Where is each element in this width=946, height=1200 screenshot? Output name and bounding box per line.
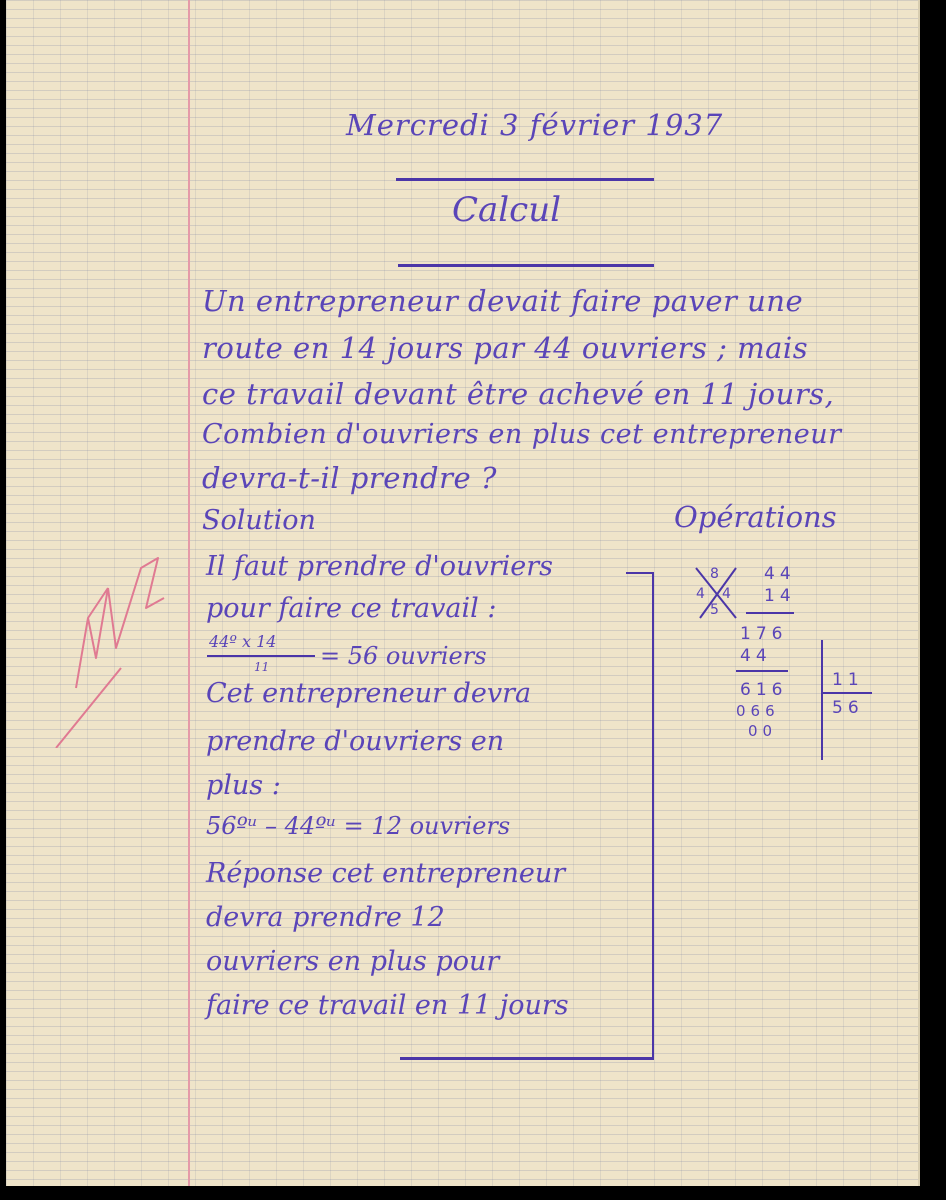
partial-product: 176: [740, 624, 788, 644]
product: 616: [740, 680, 788, 700]
division-bar: [822, 692, 872, 694]
solution-box-right: [652, 572, 654, 1058]
fraction-numerator: 44º x 14: [209, 632, 277, 651]
carry-left: 4: [696, 586, 710, 602]
divisor: 11: [832, 670, 864, 690]
solution-line: plus :: [206, 770, 281, 801]
notebook-page: [6, 0, 920, 1186]
quotient: 56: [832, 698, 864, 718]
solution-line: faire ce travail en 11 jours: [206, 990, 569, 1021]
carry-top: 8: [710, 566, 724, 582]
solution-box-top: [626, 572, 654, 574]
remainder: 00: [748, 722, 778, 740]
margin-line: [188, 0, 190, 1186]
carry-bottom: 5: [710, 602, 724, 618]
partial-product: 44: [740, 646, 772, 666]
problem-line: route en 14 jours par 44 ouvriers ; mais: [202, 331, 809, 365]
solution-heading: Solution: [202, 505, 316, 536]
solution-line: Il faut prendre d'ouvriers: [206, 551, 553, 582]
multiplier: 14: [764, 586, 796, 606]
sum-bar: [736, 670, 788, 672]
division-bracket: [821, 640, 823, 760]
problem-line: ce travail devant être achevé en 11 jours,: [202, 377, 835, 411]
solution-line: ouvriers en plus pour: [206, 946, 500, 977]
remainder: 066: [736, 702, 780, 720]
multiplicand: 44: [764, 564, 796, 584]
solution-line: 56ºᵘ – 44ºᵘ = 12 ouvriers: [206, 812, 511, 840]
problem-line: Un entrepreneur devait faire paver une: [202, 284, 804, 318]
fraction-bar: [207, 655, 315, 657]
operations-heading: Opérations: [674, 500, 837, 534]
fraction-result: = 56 ouvriers: [320, 642, 487, 670]
title-rule-top: [396, 178, 654, 181]
solution-line: devra prendre 12: [206, 902, 445, 933]
solution-line: Réponse cet entrepreneur: [206, 858, 566, 889]
page-title: Calcul: [452, 190, 561, 230]
teacher-initials-stamp: [46, 548, 176, 748]
problem-line: Combien d'ouvriers en plus cet entrepreneur: [202, 419, 842, 450]
solution-line: pour faire ce travail :: [206, 593, 497, 624]
page-date: Mercredi 3 février 1937: [346, 108, 724, 142]
solution-line: prendre d'ouvriers en: [206, 726, 505, 757]
solution-line: Cet entrepreneur devra: [206, 678, 532, 709]
title-rule-bottom: [398, 264, 654, 267]
carry-right: 4: [722, 586, 736, 602]
problem-line: devra-t-il prendre ?: [202, 461, 497, 495]
fraction-denominator: 11: [254, 660, 270, 674]
solution-box-bottom: [400, 1057, 654, 1060]
multiplication-bar: [746, 612, 794, 614]
